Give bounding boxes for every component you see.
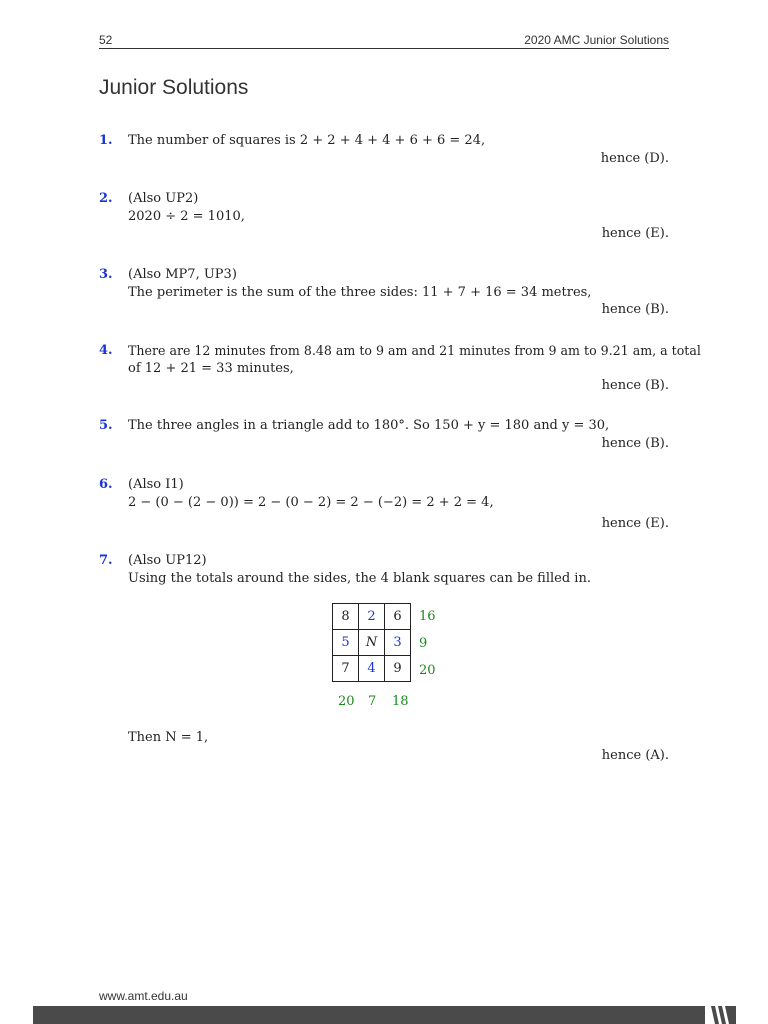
problem-7 bbox=[99, 552, 669, 587]
grid-cell-filled: 3 bbox=[385, 630, 411, 656]
problem-6 bbox=[99, 476, 669, 533]
solution-line: Using the totals around the sides, the 4 blank squares can be filled in. bbox=[128, 570, 591, 586]
solution-line: There are 12 minutes from 8.48 am to 9 am and 21 minutes from 9 am to 9.21 am, a total bbox=[128, 343, 701, 358]
grid-cell-filled: 4 bbox=[359, 656, 385, 682]
page-header bbox=[99, 30, 669, 49]
solution-line: Then N = 1, bbox=[128, 730, 209, 745]
problem-1 bbox=[99, 132, 669, 167]
solution-line: The number of squares is 2 + 2 + 4 + 4 + 6 + 6 = 24, bbox=[128, 133, 486, 148]
row-total: 20 bbox=[419, 663, 436, 678]
answer-line: hence (D). bbox=[600, 150, 669, 166]
problem-number: 5. bbox=[99, 418, 113, 433]
also-note: (Also I1) bbox=[128, 477, 184, 492]
row-total: 9 bbox=[419, 636, 428, 651]
grid-cell-unknown: N bbox=[359, 630, 385, 656]
answer-line: hence (B). bbox=[601, 435, 669, 451]
column-total: 20 bbox=[338, 694, 355, 709]
logo-stripes-icon bbox=[705, 1002, 735, 1024]
problem-number: 1. bbox=[99, 133, 113, 148]
problem-2 bbox=[99, 190, 669, 243]
problem-5 bbox=[99, 417, 669, 452]
solution-line: 2020 ÷ 2 = 1010, bbox=[128, 208, 245, 224]
problem-number: 7. bbox=[99, 553, 113, 568]
grid-cell: 9 bbox=[385, 656, 411, 682]
running-title: 2020 AMC Junior Solutions bbox=[524, 33, 669, 47]
row-total: 16 bbox=[419, 609, 436, 624]
grid-table bbox=[332, 603, 411, 682]
problem-number: 3. bbox=[99, 267, 113, 282]
grid-cell: 7 bbox=[333, 656, 359, 682]
column-total: 7 bbox=[368, 694, 377, 709]
also-note: (Also MP7, UP3) bbox=[128, 267, 237, 282]
also-note: (Also UP2) bbox=[128, 191, 199, 206]
problem-number: 4. bbox=[99, 343, 113, 358]
also-note: (Also UP12) bbox=[128, 553, 207, 568]
solution-line: of 12 + 21 = 33 minutes, bbox=[128, 360, 294, 376]
grid-cell-filled: 5 bbox=[333, 630, 359, 656]
grid-cell: 8 bbox=[333, 604, 359, 630]
page-number: 52 bbox=[99, 33, 113, 47]
grid-cell-filled: 2 bbox=[359, 604, 385, 630]
footer-url: www.amt.edu.au bbox=[99, 989, 188, 1003]
problem-7-conclusion bbox=[99, 729, 669, 764]
number-grid bbox=[332, 603, 452, 713]
answer-line: hence (E). bbox=[601, 516, 669, 531]
footer-bar bbox=[33, 1006, 736, 1024]
answer-line: hence (E). bbox=[601, 226, 669, 241]
problem-number: 2. bbox=[99, 191, 113, 206]
solution-line: The perimeter is the sum of the three sides: 11 + 7 + 16 = 34 metres, bbox=[128, 284, 592, 300]
problem-number: 6. bbox=[99, 477, 113, 492]
column-total: 18 bbox=[392, 694, 409, 709]
grid-cell: 6 bbox=[385, 604, 411, 630]
answer-line: hence (B). bbox=[601, 302, 669, 317]
problem-3 bbox=[99, 266, 669, 319]
problem-4 bbox=[99, 342, 701, 395]
answer-line: hence (A). bbox=[601, 747, 669, 763]
section-title: Junior Solutions bbox=[99, 76, 249, 99]
solution-line: 2 − (0 − (2 − 0)) = 2 − (0 − 2) = 2 − (−2) = 2 + 2 = 4, bbox=[128, 494, 494, 510]
solution-line: The three angles in a triangle add to 180°. So 150 + y = 180 and y = 30, bbox=[128, 418, 610, 433]
answer-line: hence (B). bbox=[601, 378, 669, 393]
